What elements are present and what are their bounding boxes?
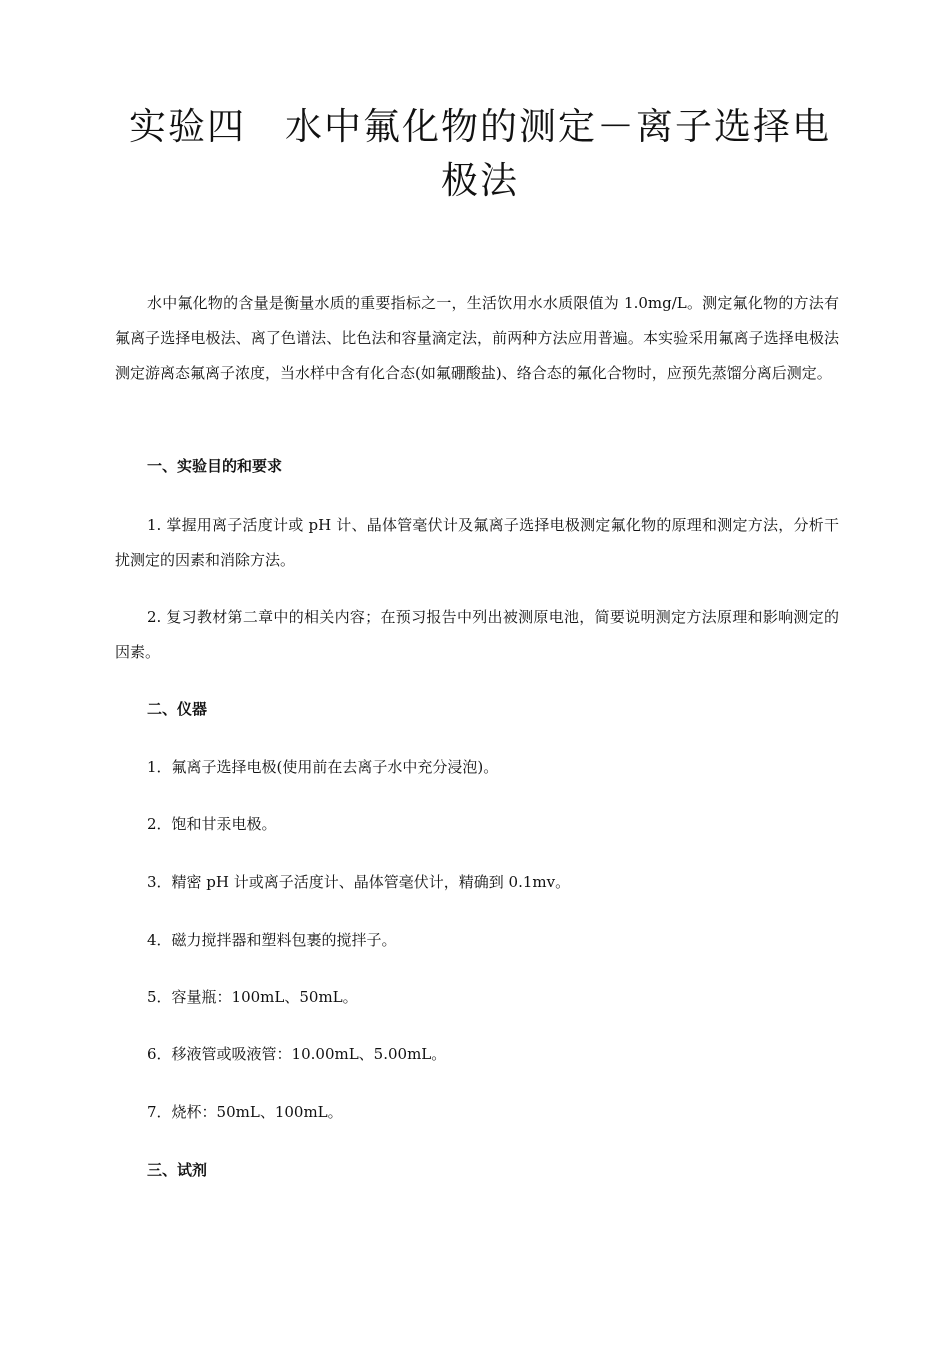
instrument-item-3: 3．精密 pH 计或离子活度计、晶体管毫伏计，精确到 0.1mv。 bbox=[147, 873, 571, 891]
instrument-item-1: 1．氟离子选择电极(使用前在去离子水中充分浸泡)。 bbox=[147, 758, 499, 776]
section-heading-reagents: 三、试剂 bbox=[147, 1161, 208, 1179]
instrument-item-7: 7．烧杯：50mL、100mL。 bbox=[147, 1103, 343, 1121]
intro-paragraph: 水中氟化物的含量是衡量水质的重要指标之一，生活饮用水水质限值为 1.0mg/L。测定氟化物的方法有氟离子选择电极法、离了色谱法、比色法和容量滴定法，前两种方法应用普遍。本实验采用氟离子选择电极法测定游离态氟离子浓度，当水样中含有化合态(如氟硼酸盐)、络合态的氟化合物时，应预先蒸馏分离后测定。 bbox=[115, 294, 839, 382]
page-title: 实验四 水中氟化物的测定－离子选择电极法 bbox=[129, 105, 831, 202]
instrument-item-6: 6．移液管或吸液管：10.00mL、5.00mL。 bbox=[147, 1045, 447, 1063]
objective-item-2: 2. 复习教材第二章中的相关内容；在预习报告中列出被测原电池，简要说明测定方法原理和影响测定的因素。 bbox=[115, 608, 839, 661]
objective-item-1: 1. 掌握用离子活度计或 pH 计、晶体管毫伏计及氟离子选择电极测定氟化物的原理和测定方法，分析干扰测定的因素和消除方法。 bbox=[115, 516, 839, 569]
instrument-item-2: 2．饱和甘汞电极。 bbox=[147, 815, 277, 833]
section-heading-objectives: 一、实验目的和要求 bbox=[147, 457, 283, 475]
section-heading-instruments: 二、仪器 bbox=[147, 700, 208, 718]
instrument-item-5: 5．容量瓶：100mL、50mL。 bbox=[147, 988, 358, 1006]
instrument-item-4: 4．磁力搅拌器和塑料包裹的搅拌子。 bbox=[147, 931, 397, 949]
